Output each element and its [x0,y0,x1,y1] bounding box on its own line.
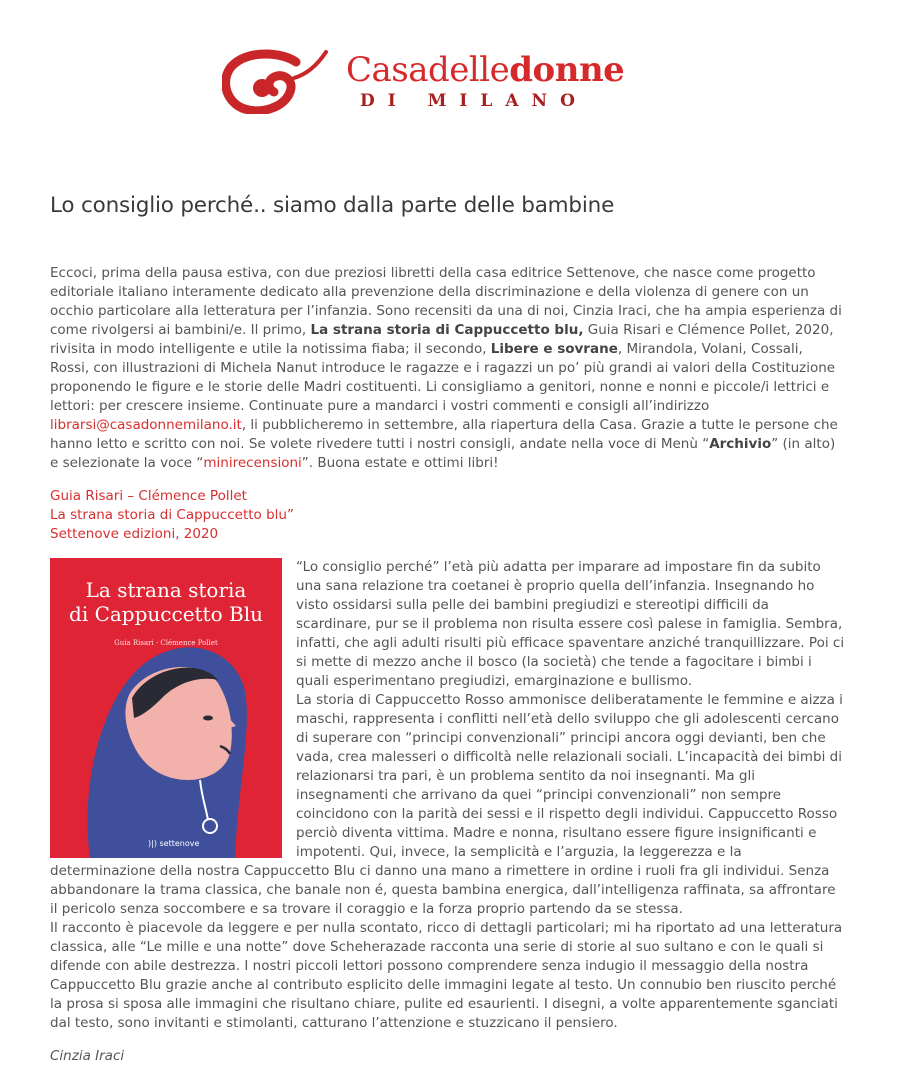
intro-text-5: ” (in alto) e selezionate la voce “ [50,436,836,471]
review-paragraph-1: “Lo consiglio perché” l’età più adatta per imparare ad impostare fin da subito una sana relazione tra coetanei è proprio quella dell’infanzia. Insegnando ho visto ossidarsi sulla pelle dei bambini pregiudizi e stereotipi difficili da scardinare, pur se il problema non risulta essere così palese in famiglia. Sembra, infatti, che agli adulti risulti più efficace spaventare anziché tranquillizzare. Poi ci si mette di mezzo anche il bosco (la società) che tende a fagocitare i bimbi i quali esperimentano pregiudizi, emarginazione e bullismo. [296,559,845,689]
minirecensioni-link[interactable]: minirecensioni [203,455,302,471]
intro-book2-title: Libere e sovrane [490,341,618,357]
article-title: Lo consiglio perché.. siamo dalla parte delle bambine [50,193,615,218]
intro-text-3: , Mirandola, Volani, Cossali, Rossi, con illustrazioni di Michela Nanut introduce le ragazze e i ragazzi un po’ più grandi ai valori della Costituzione proponendo le figure e le storie delle Madri costituenti. Li consigliamo a genitori, nonne e nonni e piccole/i lettrici e lettori: per crescere insieme. Continuate pure a mandarci i vostri commenti e consigli all’indirizzo [50,341,836,414]
intro-paragraph [50,264,846,473]
author-signature: Cinzia Iraci [50,1048,125,1064]
cover-title-line1: La strana storia [85,578,247,602]
review-paragraph-2: La storia di Cappuccetto Rosso ammonisce deliberatamente le femmine e aizza i maschi, rappresenta i conflitti nell’età dello sviluppo che gli adolescenti cercano di superare con “principi convenzionali” principi ancora oggi devianti, ben che vada, crea malesseri o difficoltà nelle relazionali sociali. L’incapacità dei bimbi di relazionarsi tra pari, è un problema sentito da noi insegnanti. Ma gli insegnamenti che arrivano da quei “principi convenzionali” non sempre coincidono con la parità dei sessi e il rispetto degli individui. Cappuccetto Rosso perciò diventa vittima. Madre e nonna, risultano essere figure insignificanti e impotenti. Qui, invece, la semplicità e l’arguzia, la leggerezza e la determinazione della nostra Cappuccetto Blu ci danno una mano a rimettere in ordine i ruoli fra gli individui. Senza abbandonare la trama classica, che banale non é, questa bambina energica, dall’intelligenza raffinata, sa affrontare il pericolo senza soccombere e sa trovare il coraggio e la forza proprio partendo da se stessa. [50,692,843,917]
book-authors: Guia Risari – Clémence Pollet [50,488,247,504]
intro-book1-title: La strana storia di Cappuccetto blu, [310,322,584,338]
intro-text-1: Eccoci, prima della pausa estiva, con due preziosi libretti della casa editrice Settenove, che nasce come progetto editoriale italiano interamente dedicato alla prevenzione della discriminazione e della violenza di genere con un occhio particolare alla letteratura per l’infanzia. Sono recensiti da una di noi, Cinzia Iraci, che ha ampia esperienza di come rivolgersi ai bambini/e. Il primo, [50,265,842,338]
review-paragraph-3: Il racconto è piacevole da leggere e per nulla scontato, ricco di dettagli particolari; mi ha riportato ad una letteratura classica, alle “Le mille e una notte” dove Scheherazade racconta una serie di storie al suo sultano e con le quali si difende con abile destrezza. I nostri piccoli lettori possono comprendere senza indugio il messaggio della nostra Cappuccetto Blu grazie anche al contributo esplicito delle immagini legate al testo. Un connubio ben riuscito perché la prosa si sposa alle immagini che risultano chiare, pulite ed esaurienti. I disegni, a volte apparentemente sganciati dal testo, sono invitanti e stimolanti, catturano l’attenzione e stuzzicano il pensiero. [50,920,843,1031]
cover-title-line2: di Cappuccetto Blu [69,602,263,626]
intro-text-6: ”. Buona estate e ottimi libri! [301,455,499,471]
logo-word-donne: donne [509,50,625,90]
review [50,558,846,1033]
site-logo[interactable] [222,48,625,118]
logo-word-delle: delle [428,50,510,90]
book-cover-image [50,558,282,858]
article [50,190,846,1066]
email-link[interactable]: librarsi@casadonnemilano.it [50,417,242,433]
intro-text-2: Guia Risari e Clémence Pollet, 2020, rivisita in modo intelligente e utile la notissima fiaba; il secondo, [50,322,834,357]
cover-publisher: )|) settenove [148,839,200,848]
intro-text-4: , li pubblicheremo in settembre, alla riapertura della Casa. Grazie a tutte le persone che hanno letto e scritto con noi. Se volete rivedere tutti i nostri consigli, andate nella voce di Menù “ [50,417,838,452]
logo-subtitle: DI MILANO [360,91,588,111]
book-info [50,487,846,544]
site-header [0,0,900,150]
logo-word-casa: Casa [346,50,429,90]
logo-mark-icon [222,48,332,114]
cover-authors: Guia Risari · Clémence Pollet [114,639,218,647]
intro-archive-label: Archivio [709,436,772,452]
book-title: La strana storia di Cappuccetto blu” [50,507,294,523]
logo-wordmark [346,51,624,89]
book-edition: Settenove edizioni, 2020 [50,526,219,542]
